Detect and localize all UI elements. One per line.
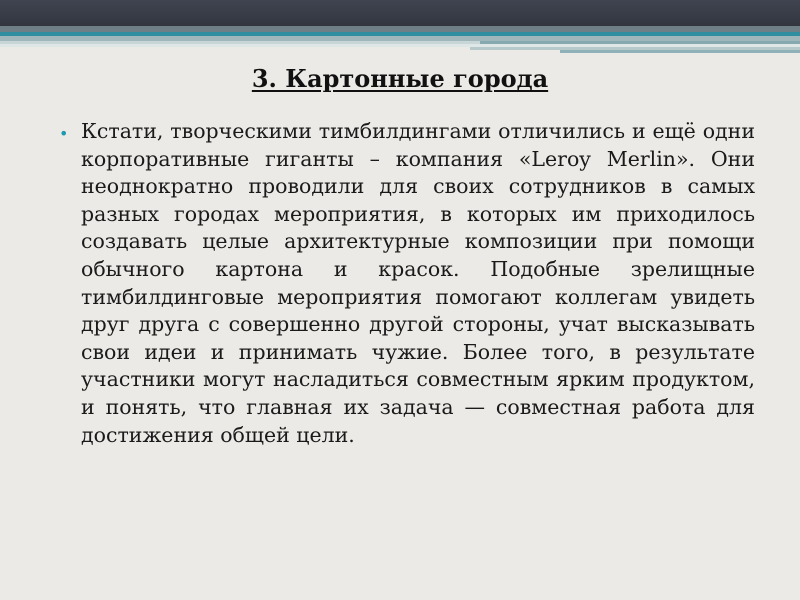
bullet-icon: • [59, 124, 69, 143]
decorative-stripes [0, 26, 800, 64]
content-body [55, 118, 755, 449]
slide-title [0, 64, 800, 94]
header-band [0, 0, 800, 26]
bullet-item [55, 118, 755, 449]
slide-title-text: 3. Картонные города [251, 64, 549, 93]
bullet-text: Кстати, творческими тимбилдингами отличились и ещё одни корпоративные гиганты – компания «Leroy Merlin». Они неоднократно проводили для своих сотрудников в самых разных городах мероприятия, в которых им приходилось создавать целые архитектурные композиции при помощи обычного картона и красок. Подобные зрелищные тимбилдинговые мероприятия помогают коллегам увидеть друг друга с совершенно другой стороны, учат высказывать свои идеи и принимать чужие. Более того, в результате участники могут насладиться совместным ярким продуктом, и понять, что главная их задача — совместная работа для достижения общей цели. [81, 119, 755, 447]
